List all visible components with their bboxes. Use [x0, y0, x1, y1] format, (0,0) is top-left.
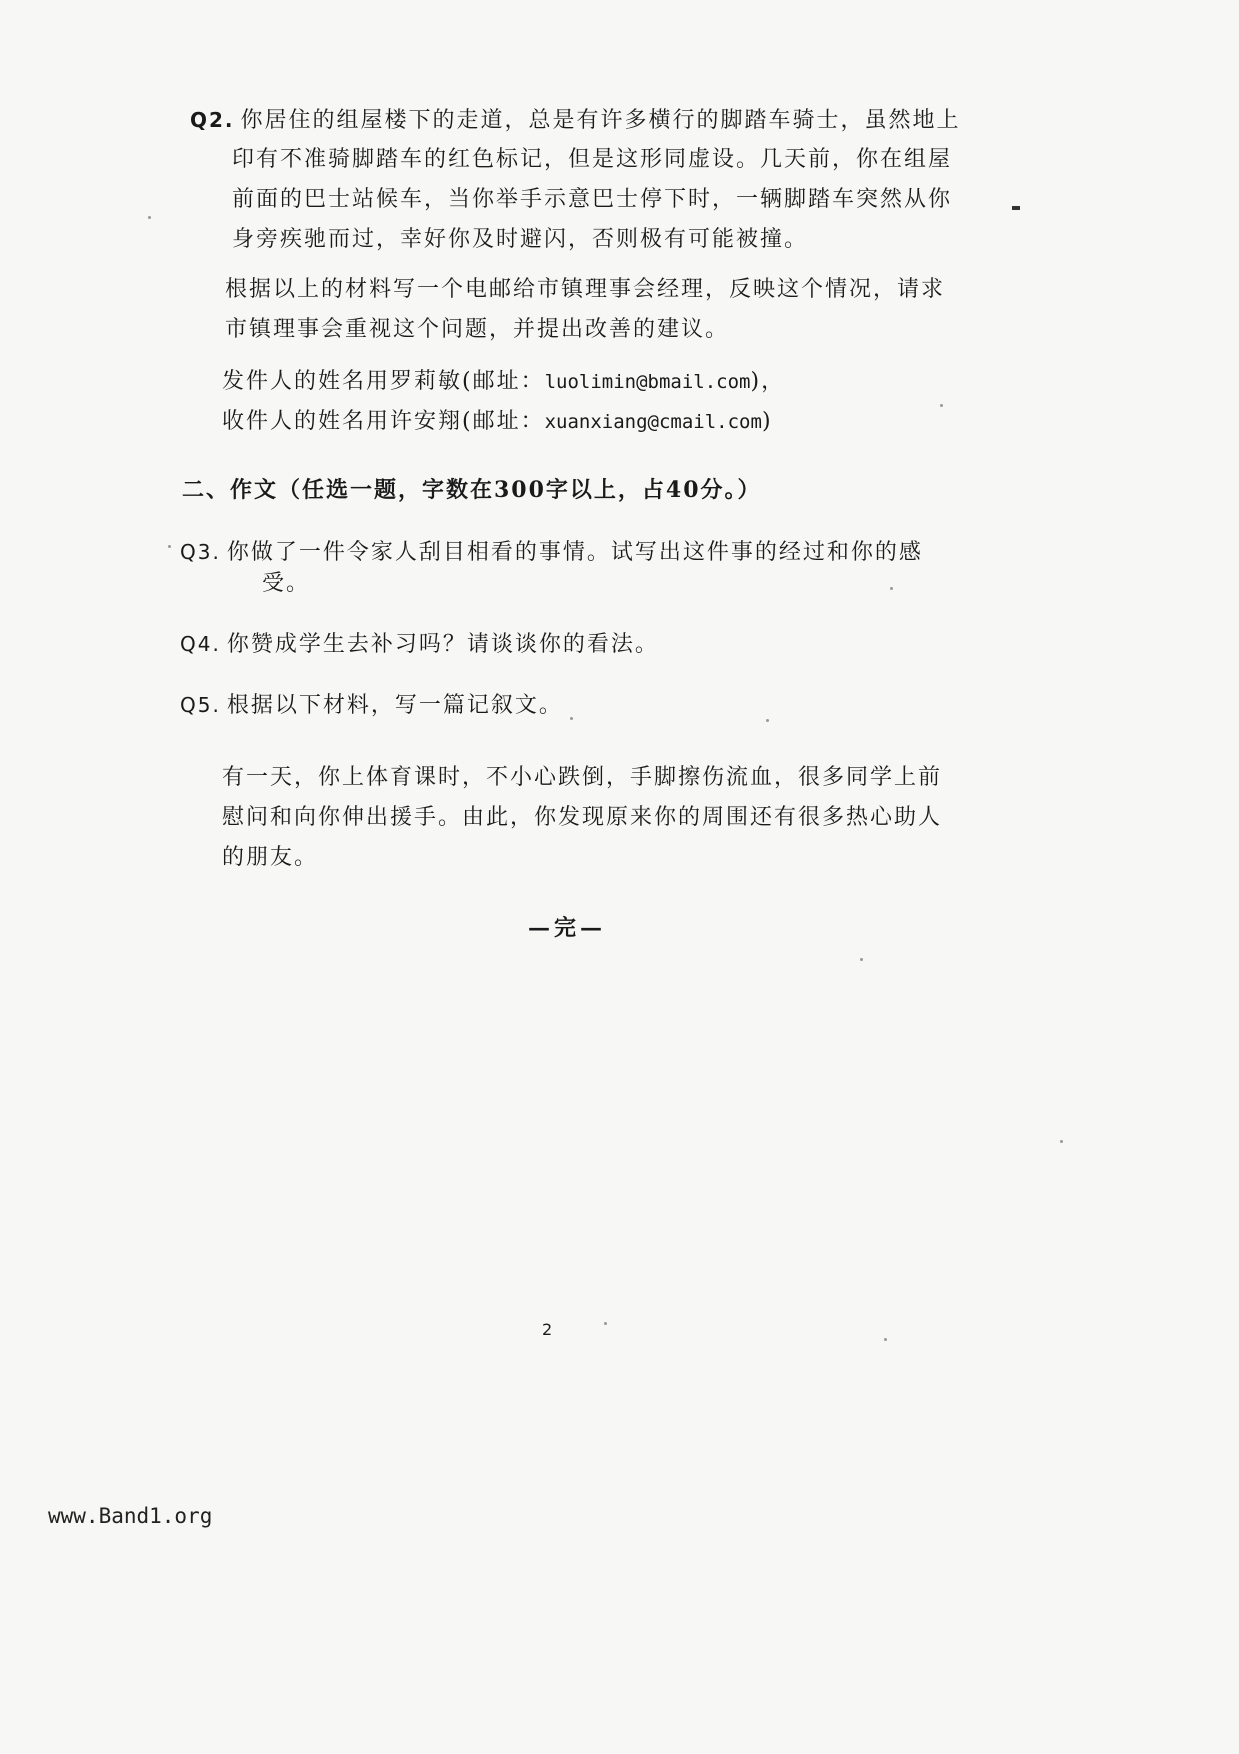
q5-material-line-1: 有一天，你上体育课时，不小心跌倒，手脚擦伤流血，很多同学上前	[222, 765, 943, 790]
q2-line-4: 身旁疾驰而过，幸好你及时避闪，否则极有可能被撞。	[232, 227, 809, 252]
q4-text: 你赞成学生去补习吗？请谈谈你的看法。	[226, 632, 659, 657]
recipient-email: xuanxiang@cmail.com	[544, 411, 762, 433]
q3-continuation	[262, 564, 310, 604]
sender-suffix: )，	[750, 369, 786, 394]
q5-text: 根据以下材料，写一篇记叙文。	[226, 693, 563, 718]
section-heading: 二、作文（任选一题，字数在300字以上，占40分。）	[182, 477, 762, 503]
q2-text: 你居住的组屋楼下的走道，总是有许多横行的脚踏车骑士，虽然地上	[240, 108, 961, 133]
scan-speck	[604, 1322, 607, 1325]
q2-line-1	[190, 100, 961, 141]
end-mark-text: —完—	[528, 915, 607, 941]
q2-line-2: 印有不准骑脚踏车的红色标记，但是这形同虚设。几天前，你在组屋	[232, 147, 953, 172]
q5-line	[180, 685, 563, 726]
end-mark	[528, 908, 606, 948]
recipient-suffix: )	[761, 409, 773, 434]
scan-speck	[570, 717, 573, 720]
recipient-line	[222, 402, 785, 442]
q2-continuation	[232, 140, 952, 260]
section-two	[182, 470, 762, 510]
question-q4	[180, 624, 659, 665]
q5-material-line-3: 的朋友。	[222, 845, 319, 870]
q3-text: 你做了一件令家人刮目相看的事情。试写出这件事的经过和你的感	[226, 540, 923, 565]
q4-line	[180, 624, 659, 665]
q2-instruction-line-2: 市镇理事会重视这个问题，并提出改善的建议。	[225, 317, 730, 342]
scan-speck	[884, 1338, 887, 1341]
q2-instruction-line-1: 根据以上的材料写一个电邮给市镇理事会经理，反映这个情况，请求	[225, 277, 946, 302]
sender-email: luolimin@bmail.com	[544, 371, 751, 393]
scan-speck	[168, 545, 171, 548]
scan-speck	[860, 958, 863, 961]
q5-material	[222, 758, 942, 878]
question-label: Q4.	[180, 632, 221, 656]
q2-line-3: 前面的巴士站候车，当你举手示意巴士停下时，一辆脚踏车突然从你	[232, 187, 953, 212]
scan-speck	[766, 719, 769, 722]
question-q2	[190, 100, 961, 141]
scan-speck	[890, 587, 893, 590]
scan-speck	[1060, 1140, 1063, 1143]
scan-speck	[148, 216, 151, 219]
q2-instruction	[225, 270, 945, 350]
question-q5	[180, 685, 563, 726]
sender-line	[222, 362, 785, 402]
scan-speck	[940, 404, 943, 407]
question-label: Q3.	[180, 540, 221, 564]
sender-prefix: 发件人的姓名用罗莉敏(邮址：	[222, 369, 545, 394]
scan-mark	[1012, 206, 1020, 210]
footer-url: www.Band1.org	[48, 1504, 213, 1528]
page-number: 2	[542, 1320, 553, 1339]
question-label: Q2.	[190, 108, 235, 132]
question-label: Q5.	[180, 693, 221, 717]
recipient-prefix: 收件人的姓名用许安翔(邮址：	[222, 409, 545, 434]
q3-line-2: 受。	[262, 571, 311, 596]
q2-email-info	[222, 362, 785, 442]
q5-material-line-2: 慰问和向你伸出援手。由此，你发现原来你的周围还有很多热心助人	[222, 805, 943, 830]
